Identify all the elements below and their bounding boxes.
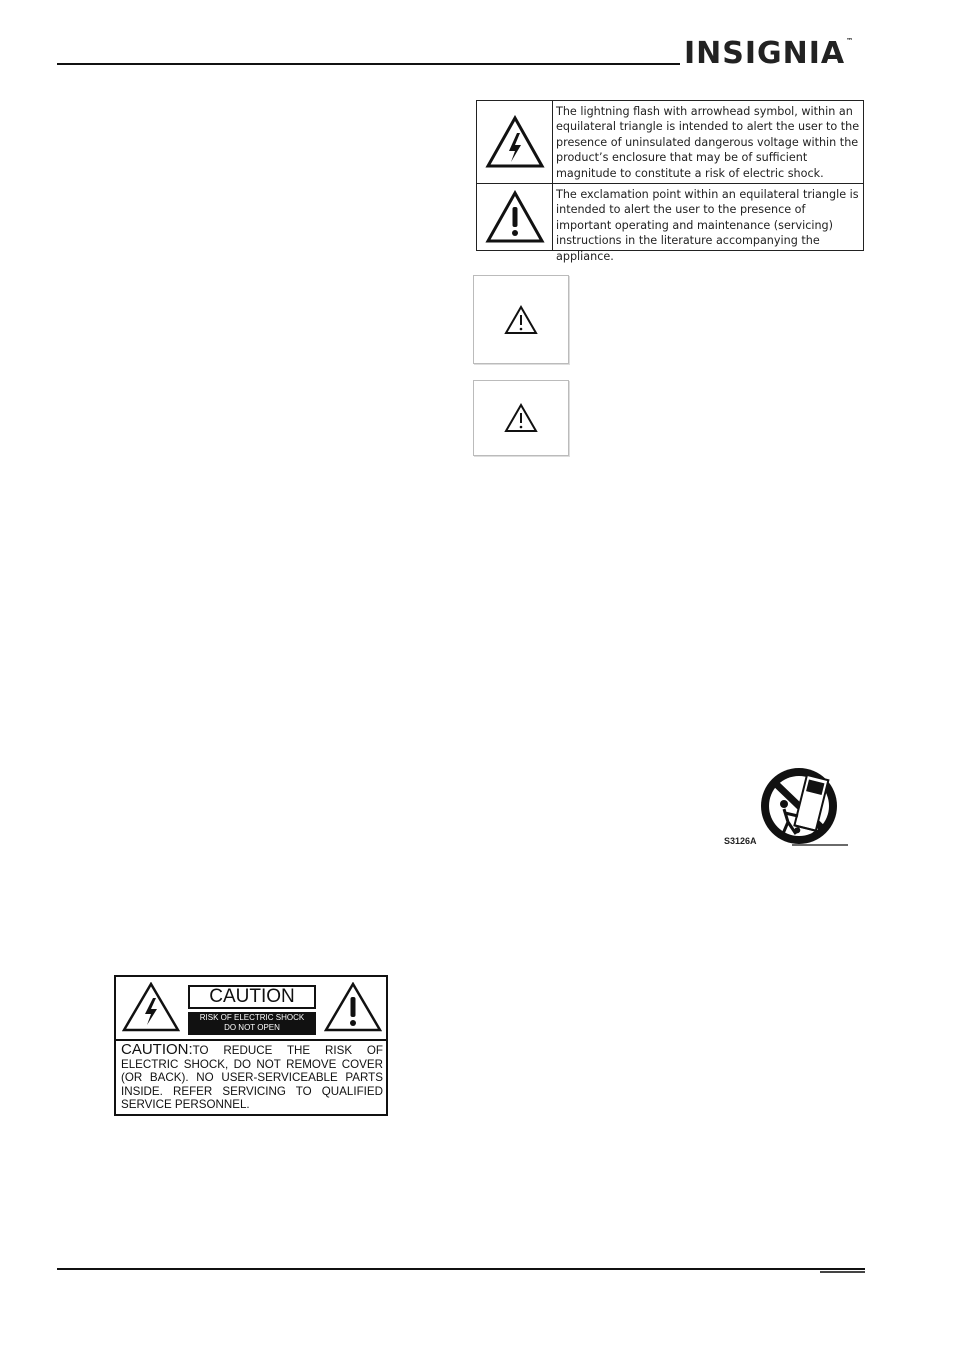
lightning-triangle-icon — [122, 982, 180, 1036]
footer-rule — [57, 1268, 865, 1270]
exclamation-triangle-icon — [477, 184, 552, 250]
warning-box — [473, 275, 569, 364]
caution-subtitle — [188, 1012, 316, 1035]
caution-body-message: TO REDUCE THE RISK OF ELECTRIC SHOCK, DO NOT REMOVE COVER (OR BACK). NO USER-SERVICEABLE PARTS INSIDE. REFER SERVICING TO QUALIFIED SERVICE PERSONNEL. — [121, 1044, 383, 1112]
warning-triangle-icon — [504, 403, 538, 433]
lightning-triangle-icon — [477, 101, 552, 183]
caution-title-block — [188, 985, 316, 1035]
symbol-explanation-table — [476, 100, 864, 263]
cart-tip-over-icon — [752, 764, 848, 850]
caution-label — [114, 975, 388, 1116]
insignia-logo — [684, 34, 854, 74]
caution-title: CAUTION — [188, 985, 316, 1009]
trademark-mark: ™ — [846, 37, 855, 45]
symbol-row-exclamation — [477, 183, 863, 263]
cart-warning-label: S3126A — [724, 836, 757, 846]
warning-box — [473, 380, 569, 456]
exclamation-triangle-icon — [324, 982, 382, 1036]
lightning-symbol-text: The lightning flash with arrowhead symbol, within an equilateral triangle is intended to alert the user to the presence of uninsulated dangerous voltage within the product’s enclosure that may be of sufficient magnitude to constitute a risk of electric shock. — [552, 101, 863, 183]
footer-rule-accent — [820, 1271, 865, 1273]
caution-body-lead: CAUTION: — [121, 1041, 193, 1058]
symbol-row-lightning — [477, 101, 863, 183]
warning-triangle-icon — [504, 305, 538, 335]
caution-subtitle-line1: RISK OF ELECTRIC SHOCK — [199, 1013, 305, 1022]
header-rule — [57, 63, 680, 65]
brand-name: INSIGNIA — [684, 36, 846, 71]
caution-label-header — [116, 977, 386, 1041]
exclamation-symbol-text: The exclamation point within an equilateral triangle is intended to alert the user to the presence of important operating and maintenance (servicing) instructions in the literature accompanying the appliance. — [552, 184, 863, 250]
caution-body-text — [121, 1043, 383, 1112]
caution-subtitle-line2: DO NOT OPEN — [224, 1023, 280, 1032]
